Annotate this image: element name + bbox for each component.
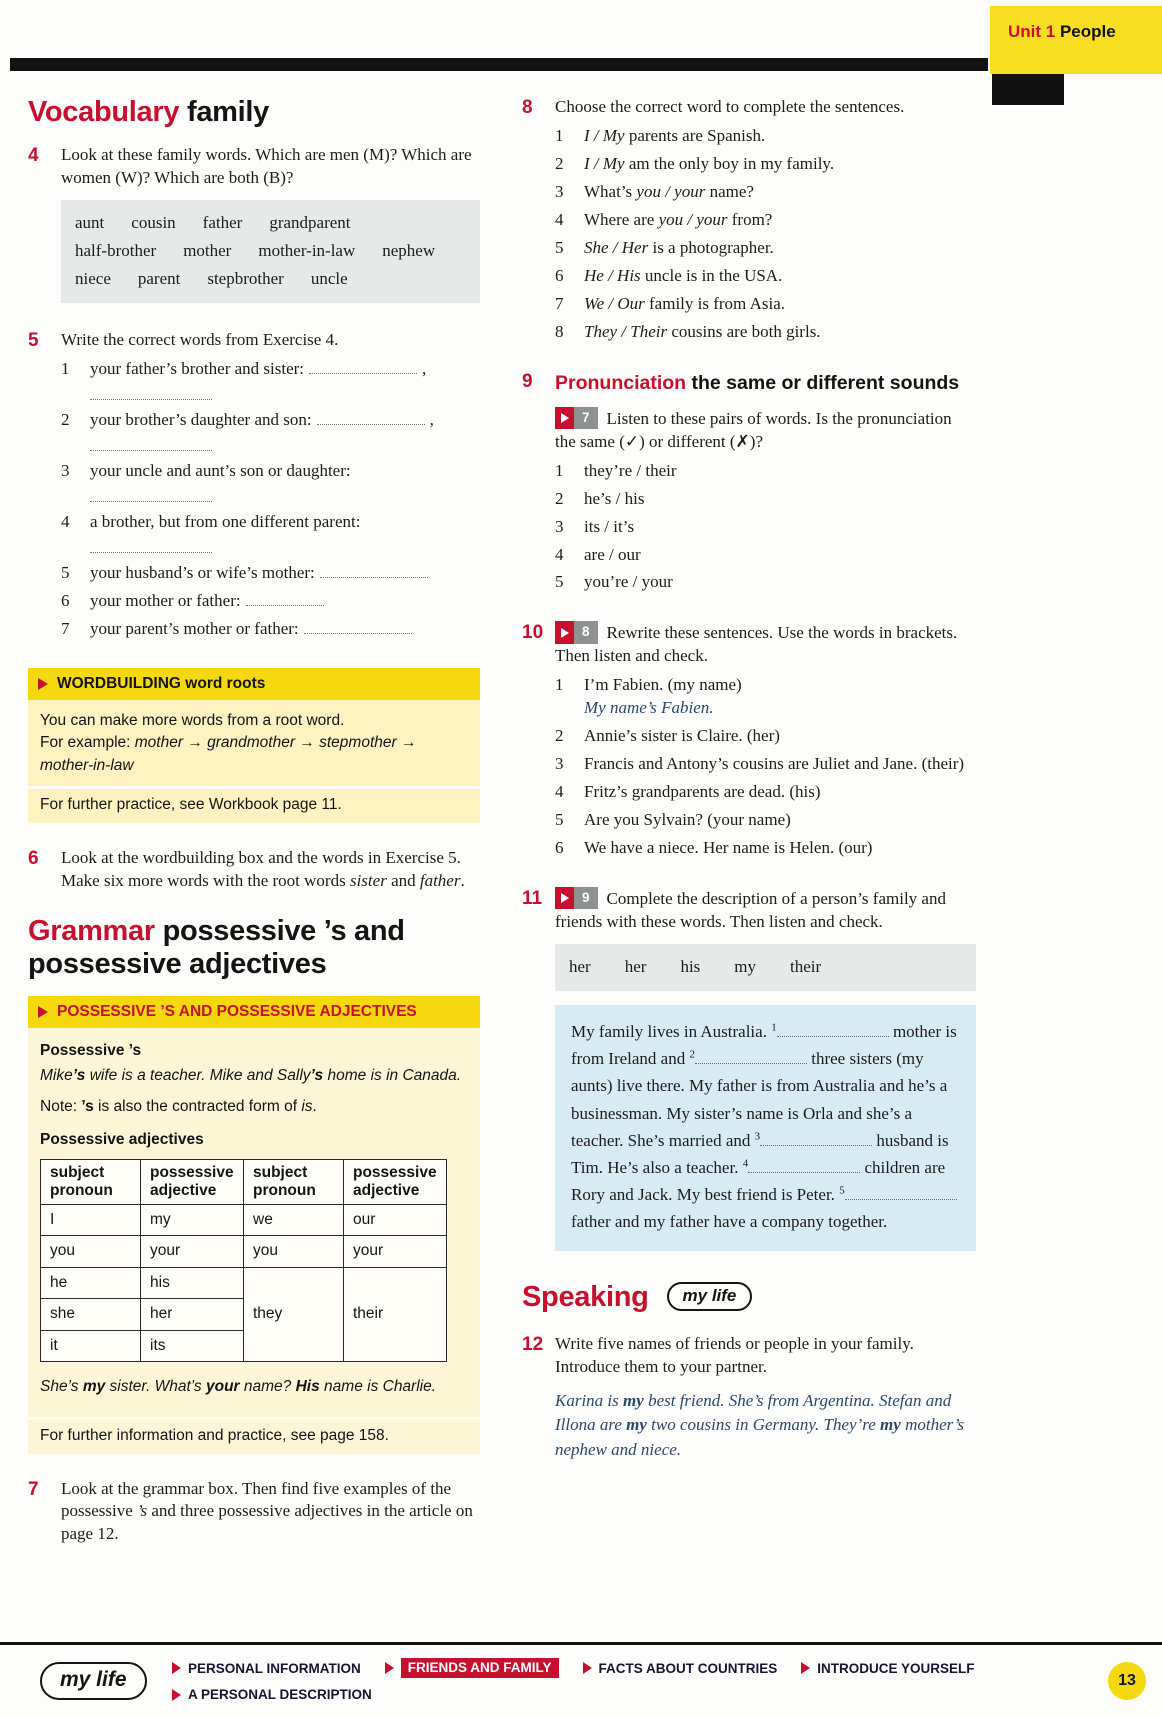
item-number: 4 bbox=[61, 512, 70, 532]
arrow-icon bbox=[583, 1662, 592, 1674]
wordbuilding-footer: For further practice, see Workbook page 11. bbox=[28, 786, 480, 823]
unit-label: Unit 1 bbox=[1008, 22, 1056, 41]
list-item: 2 Annie’s sister is Claire. (her) bbox=[555, 725, 976, 748]
grammar-box bbox=[28, 996, 480, 1453]
item-number: 6 bbox=[61, 591, 70, 611]
word: cousin bbox=[131, 213, 176, 233]
table-cell: we bbox=[244, 1204, 344, 1235]
pronunciation-heading: Pronunciation the same or different sounds bbox=[555, 372, 960, 395]
list-item: 2 he’s / his bbox=[555, 488, 976, 511]
list-item bbox=[61, 460, 480, 506]
play-icon bbox=[555, 407, 574, 429]
grammar-subheading: Possessive adjectives bbox=[40, 1130, 204, 1148]
list-item: 5 She / Her is a photographer. bbox=[555, 237, 976, 260]
word: her bbox=[569, 956, 591, 976]
word: niece bbox=[75, 269, 111, 289]
exercise-items bbox=[61, 358, 480, 641]
list-item: 1 I’m Fabien. (my name) My name’s Fabien. bbox=[555, 674, 976, 720]
page-footer bbox=[0, 1642, 1162, 1718]
table-cell: its bbox=[141, 1330, 244, 1361]
vocabulary-heading-label: Vocabulary bbox=[28, 96, 180, 128]
wordbuilding-title: WORDBUILDING word roots bbox=[57, 674, 266, 692]
exercise-4 bbox=[28, 144, 480, 307]
item-number: 5 bbox=[61, 563, 70, 583]
footer-item: PERSONAL INFORMATION bbox=[172, 1658, 361, 1678]
item-number: 3 bbox=[61, 461, 70, 481]
table-header: possessive adjective bbox=[141, 1160, 244, 1205]
unit-title: People bbox=[1059, 22, 1116, 41]
grammar-note: Note: ’s is also the contracted form of is. bbox=[40, 1098, 317, 1116]
word: uncle bbox=[310, 269, 348, 289]
exercise-instruction: Choose the correct word to complete the sentences. bbox=[555, 97, 905, 116]
play-icon bbox=[555, 887, 574, 909]
word-choice: you / your bbox=[636, 181, 706, 201]
word-choice: I / My bbox=[584, 153, 625, 173]
item-number: 3 bbox=[555, 754, 564, 774]
triangle-bullet-icon bbox=[38, 678, 48, 690]
grammar-heading-label: Grammar bbox=[28, 915, 155, 948]
table-cell: her bbox=[141, 1299, 244, 1330]
arrow-icon bbox=[801, 1662, 810, 1674]
list-item: 7 We / Our family is from Asia. bbox=[555, 293, 976, 316]
exercise-body bbox=[61, 329, 480, 646]
grammar-heading bbox=[28, 915, 480, 980]
item-number: 2 bbox=[555, 726, 564, 746]
exercise-instruction: 8 Rewrite these sentences. Use the words in brackets. Then listen and check. bbox=[555, 621, 976, 668]
gap-number: 3 bbox=[754, 1130, 761, 1143]
exercise-11 bbox=[522, 887, 976, 1251]
left-column bbox=[28, 96, 480, 1568]
grammar-subheading: Possessive ’s bbox=[40, 1042, 142, 1060]
table-cell: your bbox=[344, 1236, 447, 1267]
list-item bbox=[61, 358, 480, 404]
answer-blank bbox=[90, 435, 212, 451]
item-number: 1 bbox=[61, 359, 70, 379]
item-text: your husband’s or wife’s mother: bbox=[90, 563, 315, 583]
wordbuilding-text: You can make more words from a root word. bbox=[40, 711, 345, 729]
item-text: your uncle and aunt’s son or daughter: bbox=[90, 461, 351, 481]
word: their bbox=[790, 956, 822, 976]
arrow-icon bbox=[172, 1662, 181, 1674]
exercise-instruction: 7 Listen to these pairs of words. Is the pronunciation the same (✓) or different (✗)? bbox=[555, 407, 976, 454]
audio-track-number: 9 bbox=[574, 887, 598, 909]
gap-number: 2 bbox=[689, 1048, 695, 1061]
word: aunt bbox=[75, 213, 105, 233]
list-item bbox=[61, 511, 480, 557]
table-row bbox=[41, 1267, 447, 1298]
gap-number: 4 bbox=[742, 1157, 749, 1170]
list-item bbox=[61, 409, 480, 455]
table-header: subject pronoun bbox=[244, 1160, 344, 1205]
table-row bbox=[41, 1236, 447, 1267]
exercise-items bbox=[555, 674, 976, 860]
list-item bbox=[61, 618, 480, 641]
table-cell: you bbox=[244, 1236, 344, 1267]
table-cell: his bbox=[141, 1267, 244, 1298]
item-number: 5 bbox=[555, 572, 564, 592]
grammar-example: Mike’s wife is a teacher. Mike and Sally’s home is in Canada. bbox=[40, 1066, 462, 1084]
item-text: your mother or father: bbox=[90, 591, 241, 611]
item-number: 1 bbox=[555, 675, 564, 695]
table-cell: it bbox=[41, 1330, 141, 1361]
wordbuilding-body bbox=[28, 700, 480, 786]
play-icon bbox=[555, 621, 574, 643]
answer-blank bbox=[317, 411, 425, 425]
table-row bbox=[41, 1204, 447, 1235]
word: father bbox=[202, 213, 243, 233]
list-item: 3 Francis and Antony’s cousins are Juliet and Jane. (their) bbox=[555, 753, 976, 776]
exercise-5 bbox=[28, 329, 480, 646]
exercise-items bbox=[555, 460, 976, 595]
answer-gap bbox=[845, 1186, 957, 1200]
wordbuilding-box bbox=[28, 668, 480, 823]
answer-blank bbox=[304, 620, 412, 634]
exercise-10 bbox=[522, 621, 976, 865]
table-cell: he bbox=[41, 1267, 141, 1298]
page-number-badge: 13 bbox=[1108, 1662, 1146, 1700]
exercise-number: 10 bbox=[522, 622, 544, 644]
item-number: 7 bbox=[61, 619, 70, 639]
table-cell: I bbox=[41, 1204, 141, 1235]
item-number: 2 bbox=[61, 410, 70, 430]
item-number: 1 bbox=[555, 125, 564, 145]
exercise-12 bbox=[522, 1333, 976, 1463]
list-item: 4 are / our bbox=[555, 544, 976, 567]
description-passage: My family lives in Australia. $^1$ mother is from Ireland and $^2$ three sisters (my aunts) live there. My father is from Australia and he’s a businessman. My sister’s name is Orla and she’s a teacher. She’s married and $^3$ husband is Tim. He’s also a teacher. $^4$ children are Rory and Jack. My best friend is Peter. $^5$ father and my father have a company together. bbox=[555, 1005, 976, 1251]
item-number: 4 bbox=[555, 782, 564, 802]
item-number: 2 bbox=[555, 153, 564, 173]
exercise-items bbox=[555, 125, 976, 344]
table-header-row bbox=[41, 1160, 447, 1205]
my-life-badge: my life bbox=[667, 1282, 753, 1311]
word: stepbrother bbox=[207, 269, 284, 289]
exercise-body bbox=[61, 847, 480, 893]
item-number: 6 bbox=[555, 838, 564, 858]
item-number: 6 bbox=[555, 265, 564, 285]
answer-gap bbox=[760, 1131, 872, 1145]
exercise-body bbox=[61, 144, 480, 307]
word: mother-in-law bbox=[258, 241, 356, 261]
badge-swoosh-icon bbox=[654, 1297, 676, 1312]
vocabulary-heading-topic: family bbox=[186, 96, 269, 128]
table-header: possessive adjective bbox=[344, 1160, 447, 1205]
word: nephew bbox=[382, 241, 436, 261]
unit-banner bbox=[990, 6, 1162, 74]
item-punctuation: , bbox=[422, 359, 427, 379]
answer-blank bbox=[90, 537, 212, 553]
badge-swoosh-icon bbox=[27, 1686, 49, 1701]
my-life-footer-badge: my life bbox=[40, 1662, 147, 1700]
decorative-top-bar bbox=[10, 58, 988, 71]
item-number: 2 bbox=[555, 488, 564, 508]
item-number: 4 bbox=[555, 209, 564, 229]
audio-track-icon bbox=[555, 621, 598, 643]
list-item: 1 I / My parents are Spanish. bbox=[555, 125, 976, 148]
arrow-icon bbox=[172, 1689, 181, 1701]
exercise-7 bbox=[28, 1478, 480, 1547]
gap-number: 5 bbox=[839, 1184, 845, 1197]
word-choice: I / My bbox=[584, 125, 625, 145]
wordbuilding-example: mother → grandmother → stepmother → mother-in-law bbox=[40, 734, 417, 774]
table-cell: my bbox=[141, 1204, 244, 1235]
exercise-instruction: Write five names of friends or people in your family. Introduce them to your partner. bbox=[555, 1333, 914, 1376]
item-text: your parent’s mother or father: bbox=[90, 619, 299, 639]
gap-fill-words-box bbox=[555, 944, 976, 991]
footer-item: A PERSONAL DESCRIPTION bbox=[172, 1687, 372, 1702]
grammar-example: She’s my sister. What’s your name? His name is Charlie. bbox=[40, 1378, 437, 1396]
word-choice: She / Her bbox=[584, 237, 649, 257]
list-item: 4 Fritz’s grandparents are dead. (his) bbox=[555, 781, 976, 804]
grammar-box-title: POSSESSIVE ’S AND POSSESSIVE ADJECTIVES bbox=[57, 1003, 417, 1021]
exercise-number: 9 bbox=[522, 371, 533, 393]
list-item: 6 We have a niece. Her name is Helen. (our) bbox=[555, 837, 976, 860]
list-item: 1 they’re / their bbox=[555, 460, 976, 483]
grammar-box-header bbox=[28, 996, 480, 1028]
answer-blank bbox=[320, 564, 428, 578]
item-number: 7 bbox=[555, 293, 564, 313]
answer-blank bbox=[90, 486, 212, 502]
word: her bbox=[624, 956, 647, 976]
exercise-number: 6 bbox=[28, 848, 39, 870]
word: his bbox=[680, 956, 701, 976]
exercise-number: 7 bbox=[28, 1478, 39, 1500]
item-text: your father’s brother and sister: bbox=[90, 359, 305, 379]
exercise-number: 5 bbox=[28, 330, 39, 352]
word-choice: He / His bbox=[584, 265, 641, 285]
table-cell: your bbox=[141, 1236, 244, 1267]
exercise-instruction: 9 Complete the description of a person’s family and friends with these words. Then listen and check. bbox=[555, 887, 976, 934]
footer-item-active: FRIENDS AND FAMILY bbox=[385, 1658, 559, 1678]
item-punctuation: , bbox=[429, 410, 434, 430]
arrow-icon bbox=[385, 1662, 394, 1674]
right-column bbox=[522, 96, 976, 1568]
page-content bbox=[28, 96, 976, 1568]
exercise-body bbox=[555, 1333, 976, 1463]
possessive-adjectives-table bbox=[40, 1159, 447, 1362]
exercise-number: 8 bbox=[522, 97, 533, 118]
exercise-instruction: Look at the grammar box. Then find five examples of the possessive ’s and three possessive adjectives in the article on page 12. bbox=[61, 1478, 473, 1544]
speaking-heading: Speaking bbox=[522, 1280, 649, 1313]
audio-track-number: 7 bbox=[574, 407, 598, 429]
word: grandparent bbox=[269, 213, 351, 233]
exercise-body bbox=[555, 887, 976, 1251]
exercise-body bbox=[555, 96, 976, 348]
vocabulary-heading bbox=[28, 96, 480, 128]
item-text: your brother’s daughter and son: bbox=[90, 410, 312, 430]
exercise-6 bbox=[28, 847, 480, 893]
exercise-number: 4 bbox=[28, 145, 39, 167]
table-cell: they bbox=[244, 1267, 344, 1361]
answer-gap bbox=[748, 1159, 860, 1173]
word-choice: They / Their bbox=[584, 321, 668, 341]
table-header: subject pronoun bbox=[41, 1160, 141, 1205]
list-item bbox=[61, 562, 480, 585]
item-number: 8 bbox=[555, 321, 564, 341]
grammar-box-footer: For further information and practice, see page 158. bbox=[28, 1417, 480, 1454]
list-item: 3 its / it’s bbox=[555, 516, 976, 539]
exercise-number: 11 bbox=[522, 887, 543, 909]
wordbuilding-header bbox=[28, 668, 480, 700]
exercise-instruction: Look at these family words. Which are men (M)? Which are women (W)? Which are both (B)? bbox=[61, 145, 472, 188]
word: mother bbox=[183, 241, 232, 261]
word: half-brother bbox=[75, 241, 157, 261]
answer-gap bbox=[777, 1023, 889, 1037]
word: my bbox=[734, 956, 757, 976]
wordbuilding-text: For example: bbox=[40, 734, 135, 752]
exercise-number: 12 bbox=[522, 1333, 544, 1355]
answer-blank bbox=[90, 384, 212, 400]
list-item: 5 Are you Sylvain? (your name) bbox=[555, 809, 976, 832]
list-item: 2 I / My am the only boy in my family. bbox=[555, 153, 976, 176]
answer-blank bbox=[309, 360, 417, 374]
footer-topic-list bbox=[172, 1658, 1002, 1702]
list-item: 3 What’s you / your name? bbox=[555, 181, 976, 204]
item-number: 1 bbox=[555, 460, 564, 480]
grammar-heading-topic: possessive adjectives bbox=[28, 947, 327, 980]
list-item: 8 They / Their cousins are both girls. bbox=[555, 321, 976, 344]
word-choice: you / your bbox=[658, 209, 728, 229]
word-choice: We / Our bbox=[584, 293, 645, 313]
item-number: 3 bbox=[555, 181, 564, 201]
audio-track-icon bbox=[555, 407, 598, 429]
grammar-box-body bbox=[28, 1028, 480, 1416]
item-number: 5 bbox=[555, 810, 564, 830]
table-cell: their bbox=[344, 1267, 447, 1361]
example-answer: My name’s Fabien. bbox=[584, 698, 714, 718]
answer-gap bbox=[695, 1050, 807, 1064]
exercise-instruction: Write the correct words from Exercise 4. bbox=[61, 330, 339, 350]
item-number: 5 bbox=[555, 237, 564, 257]
exercise-body bbox=[555, 370, 976, 599]
table-cell: you bbox=[41, 1236, 141, 1267]
word: parent bbox=[137, 269, 181, 289]
speaking-example: Karina is my best friend. She’s from Argentina. Stefan and Illona are my two cousins in Germany. They’re my mother’s nephew and niece. bbox=[555, 1390, 964, 1460]
audio-track-number: 8 bbox=[574, 621, 598, 643]
family-words-box bbox=[61, 200, 480, 303]
triangle-bullet-icon bbox=[38, 1006, 48, 1018]
item-text: a brother, but from one different parent: bbox=[90, 512, 361, 532]
item-number: 4 bbox=[555, 544, 564, 564]
exercise-8 bbox=[522, 96, 976, 348]
gap-number: 1 bbox=[771, 1021, 777, 1034]
exercise-instruction: Look at the wordbuilding box and the words in Exercise 5. Make six more words with the root words sister and father. bbox=[61, 848, 465, 891]
footer-item: FACTS ABOUT COUNTRIES bbox=[583, 1658, 778, 1678]
exercise-body bbox=[555, 621, 976, 865]
audio-track-icon bbox=[555, 887, 598, 909]
speaking-heading-row bbox=[522, 1281, 976, 1313]
list-item: 5 you’re / your bbox=[555, 571, 976, 594]
table-cell: she bbox=[41, 1299, 141, 1330]
list-item: 6 He / His uncle is in the USA. bbox=[555, 265, 976, 288]
grammar-heading-topic: possessive ’s and bbox=[162, 915, 405, 948]
footer-item: INTRODUCE YOURSELF bbox=[801, 1658, 974, 1678]
list-item: 4 Where are you / your from? bbox=[555, 209, 976, 232]
list-item bbox=[61, 590, 480, 613]
exercise-9 bbox=[522, 370, 976, 599]
item-number: 3 bbox=[555, 516, 564, 536]
decorative-block bbox=[992, 74, 1064, 105]
table-cell: our bbox=[344, 1204, 447, 1235]
exercise-body bbox=[61, 1478, 480, 1547]
answer-blank bbox=[246, 592, 324, 606]
